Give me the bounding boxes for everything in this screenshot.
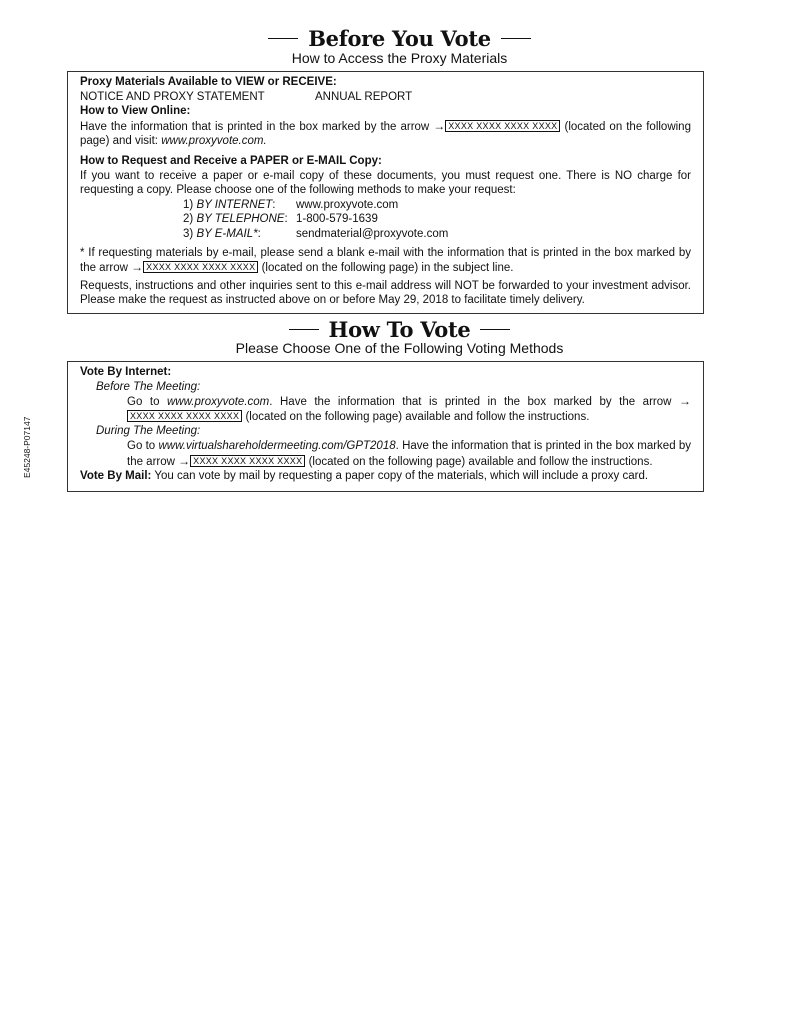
- before-text-c: (located on the following page) available and follow the instructions.: [245, 410, 590, 423]
- during-text-c: (located on the following page) available and follow the instructions.: [308, 455, 653, 468]
- control-code-box: XXXX XXXX XXXX XXXX: [445, 120, 560, 132]
- method-label: BY E-MAIL*: [196, 227, 258, 240]
- voting-methods-box: [67, 361, 704, 492]
- view-online-text-a: Have the information that is printed in the box marked by the arrow: [80, 120, 430, 133]
- virtual-meeting-link[interactable]: www.virtualshareholdermeeting.com/GPT2018: [158, 439, 396, 452]
- method-telephone: [183, 212, 691, 227]
- method-label: BY INTERNET: [196, 198, 273, 211]
- method-internet: [183, 198, 691, 213]
- arrow-icon: →: [178, 453, 191, 468]
- materials-heading: Proxy Materials Available to VIEW or RECEIVE:: [80, 76, 337, 88]
- view-online-text-b: (located on the following page) and visit:: [80, 120, 691, 148]
- email-note-text-a: * If requesting materials by e-mail, please send a blank e-mail with the information that is printed in the box marked by the arrow: [80, 246, 691, 275]
- proxy-materials-box: [67, 71, 704, 314]
- requests-note: Requests, instructions and other inquiries sent to this e-mail address will NOT be forwarded to your investment advisor. Please make the request as instructed above on or before May 29, 2018 to facilitate timely delivery.: [80, 279, 691, 307]
- materials-list: [80, 90, 691, 105]
- email-note: [80, 246, 691, 276]
- control-code-box: XXXX XXXX XXXX XXXX: [143, 261, 258, 273]
- method-email: [183, 227, 691, 242]
- before-text-b: . Have the information that is printed in the box marked by the arrow: [269, 396, 672, 409]
- arrow-icon: →: [433, 118, 446, 133]
- title-rule-left: [268, 38, 298, 39]
- vote-mail-row: [80, 469, 691, 484]
- before-vote-title-row: [0, 26, 799, 51]
- arrow-icon: →: [131, 260, 144, 275]
- material-notice: NOTICE AND PROXY STATEMENT: [80, 90, 265, 103]
- method-colon: :: [272, 198, 276, 211]
- proxyvote-link[interactable]: www.proxyvote.com: [167, 396, 270, 409]
- how-to-vote-title: How To Vote: [328, 317, 471, 342]
- vote-internet-heading: Vote By Internet:: [80, 366, 172, 378]
- method-value[interactable]: www.proxyvote.com: [296, 198, 399, 211]
- method-colon: :: [284, 213, 288, 226]
- before-vote-subtitle: How to Access the Proxy Materials: [291, 50, 508, 66]
- method-value[interactable]: sendmaterial@proxyvote.com: [296, 227, 449, 240]
- view-online-heading: How to View Online:: [80, 105, 191, 118]
- vote-mail-text: You can vote by mail by requesting a paper copy of the materials, which will include a proxy card.: [154, 470, 649, 483]
- control-code-box: XXXX XXXX XXXX XXXX: [190, 455, 305, 467]
- request-methods: [183, 198, 691, 242]
- material-annual-report: ANNUAL REPORT: [315, 90, 413, 103]
- title-rule-right: [480, 329, 510, 330]
- document-code: E45248-P07147: [22, 416, 32, 478]
- before-vote-title: Before You Vote: [308, 26, 491, 51]
- method-num: 2): [183, 213, 194, 226]
- email-note-text-b: (located on the following page) in the subject line.: [261, 262, 514, 275]
- request-heading: How to Request and Receive a PAPER or E-MAIL Copy:: [80, 154, 382, 167]
- method-label: BY TELEPHONE: [196, 213, 285, 226]
- method-num: 1): [183, 198, 194, 211]
- title-rule-right: [501, 38, 531, 39]
- before-meeting-text: [127, 394, 691, 424]
- before-meeting-label: Before The Meeting:: [96, 380, 201, 393]
- control-code-box: XXXX XXXX XXXX XXXX: [127, 410, 242, 422]
- how-to-vote-subtitle: Please Choose One of the Following Voting Methods: [235, 340, 564, 356]
- request-text: If you want to receive a paper or e-mail copy of these documents, you must request one. There is NO charge for requesting a copy. Please choose one of the following methods to make your request:: [80, 169, 691, 197]
- during-meeting-text: [127, 439, 691, 469]
- vote-mail-heading: Vote By Mail:: [80, 470, 152, 483]
- arrow-icon: →: [678, 394, 691, 409]
- method-value[interactable]: 1-800-579-1639: [296, 213, 378, 226]
- view-online-text: [80, 119, 691, 149]
- during-meeting-label: During The Meeting:: [96, 425, 201, 438]
- during-text-a: Go to: [127, 439, 156, 452]
- title-rule-left: [289, 329, 319, 330]
- during-text-b: . Have the information that is printed in the box marked by the arrow: [127, 439, 691, 468]
- method-num: 3): [183, 227, 194, 240]
- proxyvote-link[interactable]: www.proxyvote.com.: [161, 135, 267, 148]
- how-to-vote-title-row: [0, 317, 799, 342]
- method-colon: :: [257, 227, 261, 240]
- before-text-a: Go to: [127, 396, 160, 409]
